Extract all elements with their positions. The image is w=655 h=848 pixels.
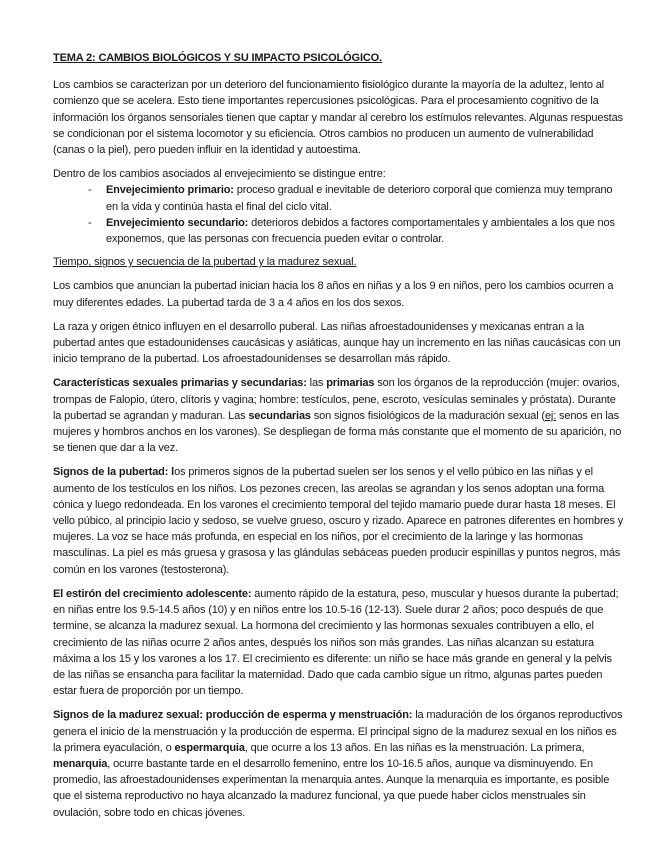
race-paragraph: La raza y origen étnico influyen en el desarrollo puberal. Las niñas afroestadounidenses y mexicanas entran a la pubertad antes que estadounidenses caucásicas y asiáticas, aunque hay un incremento en las niñas caucásicas con un inicio temprano de la pubertad. Los afroestadounidenses se desarrollan más rápido.: [53, 320, 621, 366]
term-spermarche: espermarquia: [174, 741, 245, 754]
intro-paragraph: Los cambios se caracterizan por un deterioro del funcionamiento fisiológico durante la mayoría de la adultez, lento al comienzo que se acelera. Esto tiene importantes repercusiones psicológicas. Para el procesamiento cognitivo de la información los órganos sensoriales tienen que captar y mandar al cerebro los estímulos relevantes. Algunas respuestas se condicionan por el sistema locomotor y su eficiencia. Otros cambios no producen un aumento de vulnerabilidad (canas o la piel), pero pueden influir en la identidad y autoestima.: [53, 79, 623, 157]
paragraph-text: , que ocurre a los 13 años. En las niñas es la menstruación. La primera,: [244, 741, 585, 754]
list-term: Envejecimiento primario:: [106, 184, 234, 197]
list-dash: -: [88, 184, 92, 197]
list-item: [53, 215, 625, 247]
paragraph-term: Signos de la pubertad: l: [53, 466, 175, 479]
sexual-maturity-paragraph: [53, 707, 625, 820]
paragraph-text: os primeros signos de la pubertad suelen ser los senos y el vello púbico en las niñas y el aumento de los testículos en los niños. Los pezones crecen, las areolas se agrandan y los senos adoptan una forma cónica y luego redondeada. En los varones el crecimiento temporal del tejido mamario puede durar hasta 18 meses. El vello púbico, al principio lacio y sedoso, se vuelve grueso, oscuro y rizado. Aparece en patrones diferentes en hombres y mujeres. La voz se hace más profunda, en especial en los niños, por el crecimiento de la laringe y las hormonas masculinas. La piel es más gruesa y grasosa y las glándulas sebáceas pueden producir espinillas y puntos negros, más común en los varones (testosterona).: [53, 466, 624, 576]
paragraph-text: aumento rápido de la estatura, peso, muscular y huesos durante la pubertad; en niñas entre los 9.5-14.5 años (10) y en niños entre los 10.5-16 (12-13). Suele durar 2 años; poco después de que termine, se alcanza la madurez sexual. La hormona del crecimiento y las hormonas sexuales contribuyen a ello, el crecimiento de las niñas ocurre 2 años antes, después los niños son más grandes. Las niñas alcanzan su estatura máxima a los 15 y los varones a los 17. El crecimiento es diferente: un niño se hace más grande en general y la pelvis de las niñas se ensancha para facilitar la maternidad. Dado que cada cambio sigue un ritmo, algunas partes pueden estar fuera de proporción por un tiempo.: [53, 587, 619, 698]
list-item: [53, 182, 625, 214]
paragraph-term: El estirón del crecimiento adolescente:: [53, 587, 252, 600]
paragraph-text: , ocurre bastante tarde en el desarrollo femenino, entre los 10-16.5 años, aunque va disminuyendo. En promedio, las afroestadounidenses experimentan la menarquia antes. Aunque la menarquia es importante, es posible que el sistema reproductivo no haya alcanzado la madurez funcional, ya que puede haber ciclos menstruales sin ovulación, sobre todo en chicas jóvenes.: [53, 757, 610, 819]
paragraph-term: Características sexuales primarias y secundarias:: [53, 377, 307, 390]
paragraph-text: son signos fisiológicos de la maduración sexual (: [310, 409, 545, 422]
page-title: TEMA 2: CAMBIOS BIOLÓGICOS Y SU IMPACTO PSICOLÓGICO.: [53, 52, 382, 64]
growth-spurt-paragraph: [53, 586, 625, 699]
list-dash: -: [88, 216, 92, 229]
aging-intro: Dentro de los cambios asociados al envejecimiento se distingue entre:: [53, 168, 386, 181]
list-text: proceso gradual e inevitable de deterioro corporal que comienza muy temprano en la vida y continúa hasta el final del ciclo vital.: [106, 184, 613, 213]
list-term: Envejecimiento secundario:: [106, 216, 249, 229]
paragraph-text: son los órganos de la reproducción (mujer: ovarios, trompas de Falopio, útero, clítoris y vagina; hombre: testículos, pene, escroto, vesículas seminales y próstata). Durante la pubertad se agrandan y maduran. Las: [53, 377, 620, 422]
example-abbrev: ej:: [544, 409, 557, 422]
term-menarche: menarquia: [53, 757, 108, 770]
paragraph-text: senos en las mujeres y hombros anchos en los varones). Se despliegan de forma más constante que el momento de su aparición, no se tienen que dar a la vez.: [53, 409, 622, 455]
paragraph-term: Signos de la madurez sexual: producción de esperma y menstruación:: [53, 709, 413, 722]
puberty-signs-paragraph: [53, 464, 625, 577]
aging-list: [53, 182, 625, 247]
sexual-characteristics-paragraph: [53, 375, 625, 456]
term-secondary: secundarias: [248, 409, 311, 422]
onset-paragraph: Los cambios que anuncian la pubertad inician hacia los 8 años en niñas y a los 9 en niños, pero los cambios ocurren a muy diferentes edades. La pubertad tarda de 3 a 4 años en los dos sexos.: [53, 280, 614, 309]
term-primary: primarias: [326, 377, 375, 390]
list-text: deterioros debidos a factores comportamentales y ambientales a los que nos exponemos, que las personas con frecuencia pueden evitar o controlar.: [106, 216, 615, 246]
section-subtitle: Tiempo, signos y secuencia de la pubertad y la madurez sexual.: [53, 256, 357, 269]
paragraph-text: las: [306, 377, 327, 390]
paragraph-text: la maduración de los órganos reproductivos genera el inicio de la menstruación y la producción de esperma. El principal signo de la madurez sexual en los niños es la primera eyaculación, o: [53, 709, 623, 754]
